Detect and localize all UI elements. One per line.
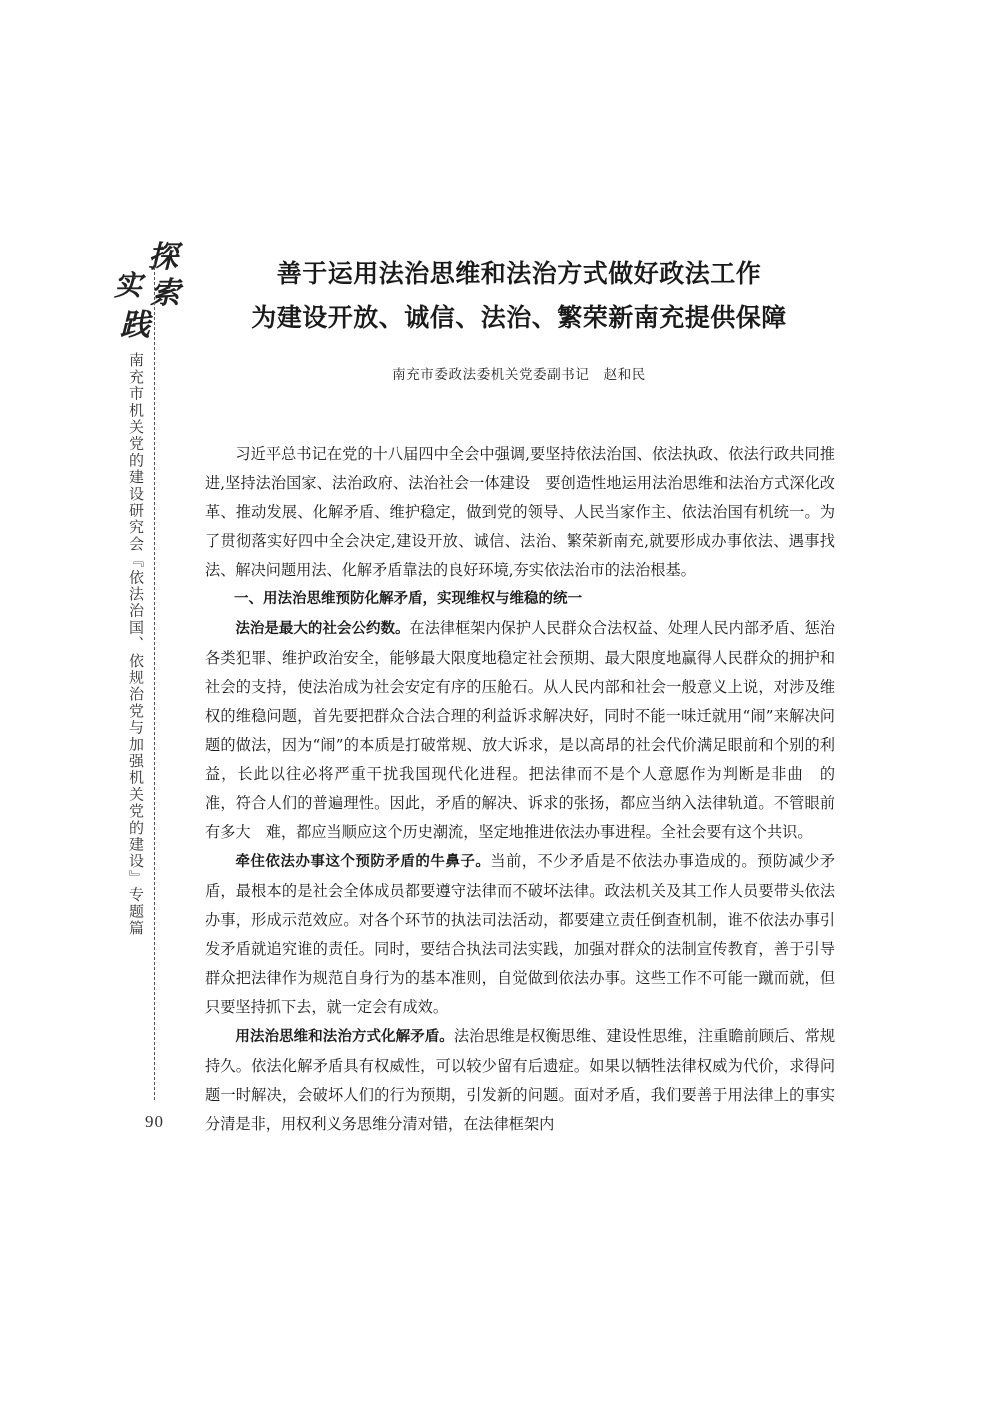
- paragraph-body: 在法律框架内保护人民群众合法权益、处理人民内部矛盾、惩治各类犯罪、维护政治安全，能够最大限度地稳定社会预期、最大限度地赢得人民群众的拥护和社会的支持，使法治成为社会安定有序的压舱石。从人民内部和社会一般意义上说，对涉及维权的维稳问题，首先要把群众合法合理的利益诉求解决好，同时不能一味迁就用“闹”来解决问题的做法，因为“闹”的本质是打破常规、放大诉求，是以高昂的社会代价满足眼前和个别的利益，长此以往必将严重干扰我国现代化进程。把法律而不是个人意愿作为判断是非曲 的 准，符合人们的普遍理性。因此，矛盾的解决、诉求的张扬，都应当纳入法律轨道。不管眼前有多大 难，都应当顺应这个历史潮流，坚定地推进依法办事进程。全社会要有这个共识。: [205, 619, 851, 841]
- section-logo-char: 探: [148, 240, 178, 275]
- paragraph-body: 法治思维是权衡思维、建设性思维，注重瞻前顾后、常规持久。依法化解矛盾具有权威性，可以较少留有后遗症。如果以牺牲法律权威为代价，求得问题一时解决，会破坏人们的行为预期，引发新的问题。面对矛盾，我们要善于用法律上的事实分清是非，用权利义务思维分清对错，在法律框架内: [205, 1027, 836, 1133]
- paragraph-lead: 法治是最大的社会公约数。: [235, 621, 410, 637]
- paragraph-lead: 用法治思维和法治方式化解矛盾。: [235, 1029, 454, 1045]
- article-title: [205, 252, 833, 340]
- intro-paragraph: 习近平总书记在党的十八届四中全会中强调,要坚持依法治国、依法执政、依法行政共同推进,坚持法治国家、法治政府、法治社会一体建设 要创造性地运用法治思维和法治方式深化改革、推动发展、化解矛盾、维护稳定，做到党的领导、人民当家作主、依法治国有机统一。为了贯彻落实好四中全会决定,建设开放、诚信、法治、繁荣新南充,就要形成办事依法、遇事找法、解决问题用法、化解矛盾靠法的良好环境,夯实依法治市的法治根基。: [205, 445, 835, 579]
- paragraph: [205, 614, 851, 847]
- section-logo-char: 实: [114, 269, 143, 302]
- section-logo-char: 践: [120, 308, 150, 343]
- paragraph: [205, 847, 835, 1022]
- title-line-2: 为建设开放、诚信、法治、繁荣新南充提供保障: [251, 303, 787, 332]
- margin-dashed-rule: [154, 262, 155, 1100]
- paragraph-lead: 牵住依法办事这个预防矛盾的牛鼻子。: [235, 854, 491, 870]
- paragraph-body: 当前，不少矛盾是不依法办事造成的。预防减少矛盾，最根本的是社会全体成员都要遵守法律而不破坏法律。政法机关及其工作人员要带头依法办事，形成示范效应。对各个环节的执法司法活动，都要建立责任倒查机制，谁不依法办事引发矛盾就追究谁的责任。同时，要结合执法司法实践，加强对群众的法制宣传教育，善于引导群众把法律作为规范自身行为的基本准则，自觉做到依法办事。这些工作不可能一蹴而就，但只要坚持抓下去，就一定会有成效。: [205, 852, 836, 1016]
- article-body: [205, 440, 851, 1139]
- section-heading: 一、用法治思维预防化解矛盾，实现维权与维稳的统一: [234, 591, 582, 607]
- author-byline: 南充市委政法委机关党委副书记 赵和民: [392, 367, 646, 383]
- paragraph: [205, 1022, 835, 1139]
- section-logo-char: 索: [150, 276, 180, 311]
- section-logo: [108, 232, 188, 342]
- page-number: 90: [145, 1112, 164, 1131]
- series-title-column: [126, 352, 146, 952]
- title-line-1: 善于运用法治思维和法治方式做好政法工作: [276, 259, 762, 288]
- series-title: 南充市机关党的建设研究会『依法治国、依规治党与加强机关党的建设』专题篇: [127, 352, 145, 937]
